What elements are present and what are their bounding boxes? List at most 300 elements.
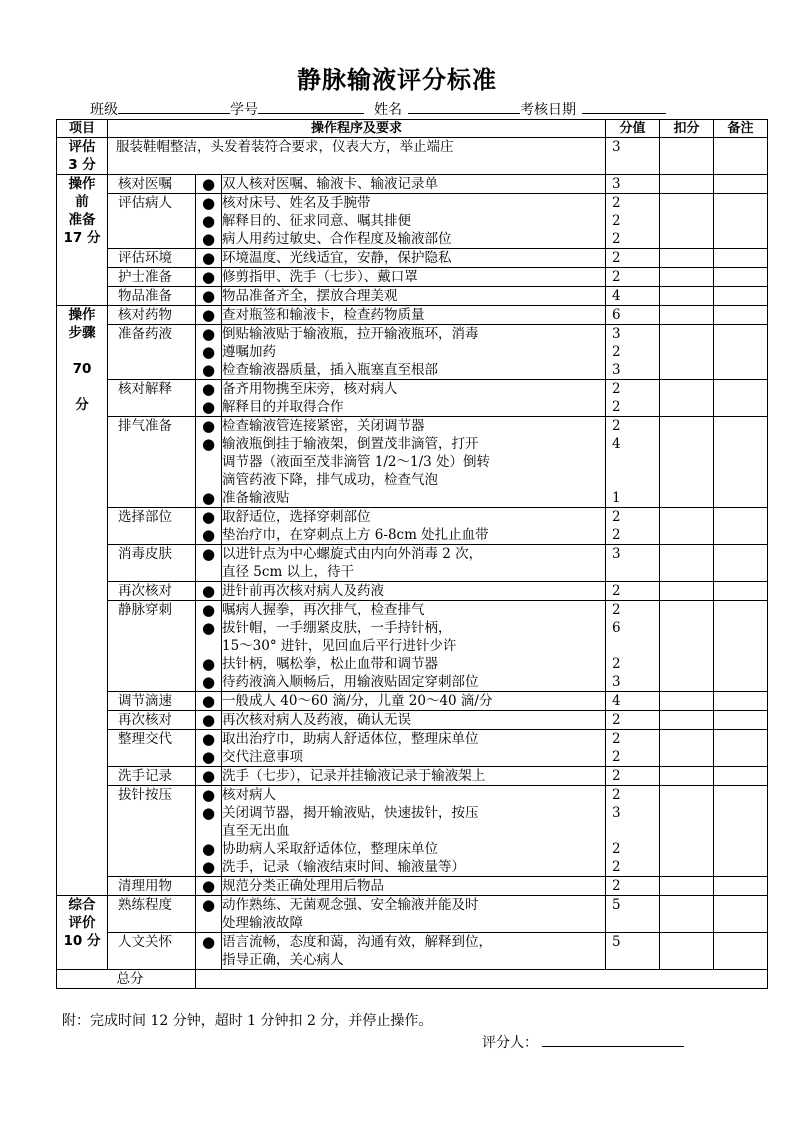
remark-cell[interactable] bbox=[714, 508, 768, 545]
requirement-item: 处理输液故障 bbox=[222, 915, 303, 931]
category-prep bbox=[57, 175, 108, 306]
score-value: 2 bbox=[612, 418, 621, 434]
bullet-spacer bbox=[196, 471, 221, 489]
sub-item-label: 核对解释 bbox=[108, 380, 196, 417]
score-value bbox=[612, 637, 659, 655]
deduct-cell[interactable] bbox=[660, 933, 714, 970]
requirement-item: 关闭调节器，揭开输液贴，快速拔针，按压 bbox=[222, 805, 479, 821]
score-cell bbox=[606, 380, 660, 417]
score-cell bbox=[606, 249, 660, 268]
remark-cell[interactable] bbox=[714, 249, 768, 268]
sub-item-label: 洗手记录 bbox=[108, 767, 196, 786]
bullet-cell bbox=[196, 268, 222, 287]
requirement-cell bbox=[222, 325, 606, 380]
sub-item-label: 清理用物 bbox=[108, 877, 196, 896]
score-value bbox=[612, 822, 659, 840]
bullet-icon: ● bbox=[201, 230, 216, 248]
score-value: 5 bbox=[612, 934, 621, 950]
requirement-cell bbox=[222, 933, 606, 970]
score-value: 2 bbox=[612, 841, 621, 857]
requirement-item: 拔针帽，一手绷紧皮肤，一手持针柄， bbox=[222, 620, 452, 636]
bullet-spacer bbox=[196, 453, 221, 471]
bullet-icon: ● bbox=[201, 489, 216, 507]
score-cell bbox=[606, 877, 660, 896]
exam-date-field[interactable] bbox=[582, 99, 666, 114]
score-cell bbox=[606, 786, 660, 877]
requirement-text: 服装鞋帽整洁，头发着装符合要求，仪表大方，举止端庄 bbox=[108, 138, 606, 175]
deduct-cell[interactable] bbox=[660, 268, 714, 287]
procedure-row bbox=[57, 194, 768, 249]
category-label: 准备 bbox=[68, 212, 96, 228]
requirement-item: 垫治疗巾，在穿刺点上方 6-8cm 处扎止血带 bbox=[222, 527, 489, 543]
remark-cell[interactable] bbox=[714, 175, 768, 194]
requirement-item: 遵嘱加药 bbox=[222, 344, 276, 360]
score-value bbox=[612, 951, 659, 969]
requirement-item: 直至无出血 bbox=[222, 823, 290, 839]
procedure-row bbox=[57, 877, 768, 896]
requirement-cell bbox=[222, 175, 606, 194]
procedure-row bbox=[57, 767, 768, 786]
category-overall bbox=[57, 896, 108, 970]
bullet-cell bbox=[196, 601, 222, 692]
score-value: 2 bbox=[612, 602, 621, 618]
bullet-icon: ● bbox=[201, 325, 216, 343]
score-value: 2 bbox=[612, 195, 621, 211]
total-row bbox=[57, 970, 768, 989]
bullet-icon: ● bbox=[201, 692, 216, 710]
page-title: 静脉输液评分标准 bbox=[297, 66, 497, 94]
requirement-item: 洗手，记录（输液结束时间、输液量等） bbox=[222, 859, 465, 875]
category-steps bbox=[57, 306, 108, 896]
deduct-cell[interactable] bbox=[660, 417, 714, 508]
requirement-cell bbox=[222, 786, 606, 877]
deduct-cell[interactable] bbox=[660, 508, 714, 545]
requirement-item: 调节器（液面至茂非滴管 1/2～1/3 处）倒转 bbox=[222, 454, 491, 470]
bullet-icon: ● bbox=[201, 526, 216, 544]
bullet-cell bbox=[196, 287, 222, 306]
bullet-icon: ● bbox=[201, 361, 216, 379]
requirement-item: 解释目的并取得合作 bbox=[222, 399, 344, 415]
deduct-cell[interactable] bbox=[660, 306, 714, 325]
bullet-icon: ● bbox=[201, 435, 216, 453]
procedure-row bbox=[57, 601, 768, 692]
bullet-icon: ● bbox=[201, 748, 216, 766]
total-value-cell[interactable] bbox=[196, 970, 768, 989]
requirement-cell bbox=[222, 194, 606, 249]
score-value bbox=[612, 453, 659, 471]
score-value: 1 bbox=[612, 490, 621, 506]
requirement-cell bbox=[222, 896, 606, 933]
category-label: 3 分 bbox=[68, 157, 96, 173]
score-cell bbox=[606, 601, 660, 692]
bullet-cell bbox=[196, 730, 222, 767]
requirement-item: 动作熟练、无菌观念强、安全输液并能及时 bbox=[222, 897, 479, 913]
score-value: 3 bbox=[612, 176, 621, 192]
bullet-icon: ● bbox=[201, 804, 216, 822]
bullet-icon: ● bbox=[201, 655, 216, 673]
requirement-item: 取舒适位，选择穿刺部位 bbox=[222, 509, 371, 525]
student-id-field[interactable] bbox=[258, 99, 364, 114]
requirement-item: 检查输液器质量，插入瓶塞直至根部 bbox=[222, 362, 438, 378]
deduct-cell[interactable] bbox=[660, 287, 714, 306]
sub-item-label: 评估环境 bbox=[108, 249, 196, 268]
category-label: 分 bbox=[75, 397, 89, 413]
bullet-cell bbox=[196, 545, 222, 582]
score-cell bbox=[606, 896, 660, 933]
remark-cell[interactable] bbox=[714, 933, 768, 970]
requirement-cell bbox=[222, 601, 606, 692]
bullet-cell bbox=[196, 194, 222, 249]
remark-cell[interactable] bbox=[714, 601, 768, 692]
remark-cell[interactable] bbox=[714, 545, 768, 582]
remark-cell[interactable] bbox=[714, 730, 768, 767]
category-label: 操作 bbox=[68, 307, 96, 323]
requirement-item: 扶针柄，嘱松拳，松止血带和调节器 bbox=[222, 656, 438, 672]
deduct-cell[interactable] bbox=[660, 138, 714, 175]
sub-item-label: 核对医嘱 bbox=[108, 175, 196, 194]
score-value: 2 bbox=[612, 712, 621, 728]
requirement-item: 指导正确，关心病人 bbox=[222, 952, 344, 968]
bullet-icon: ● bbox=[201, 619, 216, 637]
deduct-cell[interactable] bbox=[660, 767, 714, 786]
deduct-cell[interactable] bbox=[660, 711, 714, 730]
requirement-item: 待药液滴入顺畅后，用输液贴固定穿刺部位 bbox=[222, 674, 479, 690]
name-label: 姓名 bbox=[374, 102, 402, 118]
score-value bbox=[612, 914, 659, 932]
deduct-cell[interactable] bbox=[660, 601, 714, 692]
score-value bbox=[612, 471, 659, 489]
requirement-item: 查对瓶签和输液卡，检查药物质量 bbox=[222, 307, 425, 323]
bullet-cell bbox=[196, 711, 222, 730]
score-value: 3 bbox=[612, 362, 621, 378]
deduct-cell[interactable] bbox=[660, 786, 714, 877]
sub-item-label: 选择部位 bbox=[108, 508, 196, 545]
score-value: 2 bbox=[612, 527, 621, 543]
footnote: 附：完成时间 12 分钟，超时 1 分钟扣 2 分，并停止操作。 bbox=[62, 1013, 433, 1029]
score-cell bbox=[606, 287, 660, 306]
category-label: 综合 bbox=[68, 897, 96, 913]
procedure-row bbox=[57, 692, 768, 711]
deduct-cell[interactable] bbox=[660, 380, 714, 417]
score-value: 2 bbox=[612, 749, 621, 765]
bullet-cell bbox=[196, 380, 222, 417]
sub-item-label: 物品准备 bbox=[108, 287, 196, 306]
bullet-cell bbox=[196, 325, 222, 380]
sub-item-label: 再次核对 bbox=[108, 582, 196, 601]
grader-signature bbox=[482, 1032, 684, 1052]
bullet-icon: ● bbox=[201, 417, 216, 435]
requirement-item: 洗手（七步），记录并挂输液记录于输液架上 bbox=[222, 768, 486, 784]
procedure-row bbox=[57, 268, 768, 287]
deduct-cell[interactable] bbox=[660, 692, 714, 711]
scoring-table bbox=[56, 119, 768, 989]
bullet-icon: ● bbox=[201, 268, 216, 286]
info-line bbox=[90, 99, 666, 119]
bullet-icon: ● bbox=[201, 175, 216, 193]
bullet-icon: ● bbox=[201, 877, 216, 895]
sub-item-label: 准备药液 bbox=[108, 325, 196, 380]
bullet-icon: ● bbox=[201, 249, 216, 267]
requirement-item: 进针前再次核对病人及药液 bbox=[222, 583, 384, 599]
requirement-cell bbox=[222, 249, 606, 268]
requirement-item: 滴管药液下降，排气成功，检查气泡 bbox=[222, 472, 438, 488]
bullet-cell bbox=[196, 306, 222, 325]
score-value: 4 bbox=[612, 693, 621, 709]
bullet-cell bbox=[196, 417, 222, 508]
requirement-item: 环境温度、光线适宜，安静，保护隐私 bbox=[222, 250, 452, 266]
score-cell bbox=[606, 268, 660, 287]
score-cell bbox=[606, 175, 660, 194]
score-value: 2 bbox=[612, 768, 621, 784]
score-value: 3 bbox=[612, 805, 621, 821]
class-label: 班级 bbox=[90, 102, 118, 118]
category-label: 前 bbox=[75, 194, 89, 210]
procedure-row bbox=[57, 508, 768, 545]
bullet-cell bbox=[196, 582, 222, 601]
remark-cell[interactable] bbox=[714, 711, 768, 730]
sub-item-label: 消毒皮肤 bbox=[108, 545, 196, 582]
score-cell: 3 bbox=[606, 138, 660, 175]
category-label: 评价 bbox=[68, 915, 96, 931]
requirement-item: 15～30° 进针，见回血后平行进针少许 bbox=[222, 638, 457, 654]
score-cell bbox=[606, 508, 660, 545]
remark-cell[interactable] bbox=[714, 786, 768, 877]
score-cell bbox=[606, 582, 660, 601]
score-value: 3 bbox=[612, 546, 621, 562]
requirement-cell bbox=[222, 380, 606, 417]
procedure-row bbox=[57, 249, 768, 268]
sub-item-label: 人文关怀 bbox=[108, 933, 196, 970]
score-value: 2 bbox=[612, 250, 621, 266]
header-deduct: 扣分 bbox=[660, 120, 714, 138]
bullet-icon: ● bbox=[201, 582, 216, 600]
bullet-cell bbox=[196, 692, 222, 711]
score-value: 2 bbox=[612, 213, 621, 229]
score-value: 3 bbox=[612, 674, 621, 690]
score-cell bbox=[606, 692, 660, 711]
deduct-cell[interactable] bbox=[660, 325, 714, 380]
deduct-cell[interactable] bbox=[660, 730, 714, 767]
requirement-item: 再次核对病人及药液，确认无误 bbox=[222, 712, 411, 728]
requirement-cell bbox=[222, 692, 606, 711]
bullet-icon: ● bbox=[201, 508, 216, 526]
score-value: 4 bbox=[612, 288, 621, 304]
score-value: 2 bbox=[612, 231, 621, 247]
category-label: 评估 bbox=[68, 139, 96, 155]
deduct-cell[interactable] bbox=[660, 194, 714, 249]
requirement-item: 直径 5cm 以上，待干 bbox=[222, 564, 355, 580]
remark-cell[interactable] bbox=[714, 194, 768, 249]
header-remark: 备注 bbox=[714, 120, 768, 138]
bullet-icon: ● bbox=[201, 287, 216, 305]
procedure-row bbox=[57, 287, 768, 306]
requirement-item: 病人用药过敏史、合作程度及输液部位 bbox=[222, 231, 452, 247]
score-value: 2 bbox=[612, 787, 621, 803]
grader-field[interactable] bbox=[542, 1032, 684, 1047]
procedure-row bbox=[57, 380, 768, 417]
score-value: 3 bbox=[612, 326, 621, 342]
requirement-item: 倒贴输液贴于输液瓶，拉开输液瓶环，消毒 bbox=[222, 326, 479, 342]
score-cell bbox=[606, 194, 660, 249]
requirement-item: 嘱病人握拳，再次排气，检查排气 bbox=[222, 602, 425, 618]
bullet-icon: ● bbox=[201, 601, 216, 619]
bullet-spacer bbox=[196, 951, 221, 969]
requirement-cell bbox=[222, 767, 606, 786]
procedure-row bbox=[57, 896, 768, 933]
bullet-spacer bbox=[196, 914, 221, 932]
student-id-label: 学号 bbox=[230, 102, 258, 118]
bullet-cell bbox=[196, 933, 222, 970]
remark-cell[interactable] bbox=[714, 692, 768, 711]
requirement-cell bbox=[222, 268, 606, 287]
requirement-cell bbox=[222, 730, 606, 767]
requirement-item: 核对病人 bbox=[222, 787, 276, 803]
category-label: 17 分 bbox=[63, 230, 101, 246]
requirement-cell bbox=[222, 417, 606, 508]
bullet-icon: ● bbox=[201, 933, 216, 951]
bullet-icon: ● bbox=[201, 194, 216, 212]
category-label: 步骤 bbox=[68, 325, 96, 341]
bullet-icon: ● bbox=[201, 398, 216, 416]
bullet-spacer bbox=[196, 637, 221, 655]
requirement-cell bbox=[222, 287, 606, 306]
bullet-icon: ● bbox=[201, 380, 216, 398]
score-value: 2 bbox=[612, 731, 621, 747]
requirement-cell bbox=[222, 508, 606, 545]
remark-cell[interactable] bbox=[714, 325, 768, 380]
category-label: 10 分 bbox=[63, 933, 101, 949]
exam-date-label: 考核日期 bbox=[520, 102, 576, 118]
requirement-item: 一般成人 40～60 滴/分，儿童 20～40 滴/分 bbox=[222, 693, 493, 709]
requirement-cell bbox=[222, 582, 606, 601]
score-cell bbox=[606, 933, 660, 970]
category-label: 70 bbox=[72, 361, 92, 377]
score-cell bbox=[606, 711, 660, 730]
score-value: 2 bbox=[612, 399, 621, 415]
header-procedure: 操作程序及要求 bbox=[108, 120, 606, 138]
bullet-icon: ● bbox=[201, 545, 216, 563]
remark-cell[interactable] bbox=[714, 138, 768, 175]
remark-cell[interactable] bbox=[714, 287, 768, 306]
sub-item-label: 护士准备 bbox=[108, 268, 196, 287]
name-field[interactable] bbox=[408, 99, 520, 114]
bullet-icon: ● bbox=[201, 896, 216, 914]
bullet-spacer bbox=[196, 563, 221, 581]
bullet-icon: ● bbox=[201, 786, 216, 804]
bullet-cell bbox=[196, 786, 222, 877]
bullet-spacer bbox=[196, 822, 221, 840]
deduct-cell[interactable] bbox=[660, 545, 714, 582]
procedure-row bbox=[57, 933, 768, 970]
bullet-icon: ● bbox=[201, 840, 216, 858]
requirement-cell bbox=[222, 306, 606, 325]
sub-item-label: 排气准备 bbox=[108, 417, 196, 508]
deduct-cell[interactable] bbox=[660, 896, 714, 933]
score-cell bbox=[606, 730, 660, 767]
bullet-icon: ● bbox=[201, 306, 216, 324]
bullet-cell bbox=[196, 877, 222, 896]
bullet-icon: ● bbox=[201, 767, 216, 785]
header-item: 项目 bbox=[57, 120, 108, 138]
requirement-item: 准备输液贴 bbox=[222, 490, 290, 506]
procedure-row bbox=[57, 711, 768, 730]
bullet-cell bbox=[196, 249, 222, 268]
requirement-item: 交代注意事项 bbox=[222, 749, 303, 765]
sub-item-label: 调节滴速 bbox=[108, 692, 196, 711]
procedure-row bbox=[57, 306, 768, 325]
requirement-item: 输液瓶倒挂于输液架，倒置茂非滴管，打开 bbox=[222, 436, 479, 452]
requirement-item: 协助病人采取舒适体位，整理床单位 bbox=[222, 841, 438, 857]
remark-cell[interactable] bbox=[714, 767, 768, 786]
procedure-row bbox=[57, 175, 768, 194]
deduct-cell[interactable] bbox=[660, 877, 714, 896]
requirement-cell bbox=[222, 711, 606, 730]
bullet-icon: ● bbox=[201, 730, 216, 748]
procedure-row bbox=[57, 730, 768, 767]
category-label: 操作 bbox=[68, 176, 96, 192]
remark-cell[interactable] bbox=[714, 582, 768, 601]
bullet-cell bbox=[196, 767, 222, 786]
remark-cell[interactable] bbox=[714, 417, 768, 508]
requirement-item: 解释目的、征求同意、嘱其排便 bbox=[222, 213, 411, 229]
score-cell bbox=[606, 545, 660, 582]
bullet-icon: ● bbox=[201, 711, 216, 729]
grader-label: 评分人： bbox=[482, 1035, 538, 1051]
remark-cell[interactable] bbox=[714, 896, 768, 933]
bullet-icon: ● bbox=[201, 673, 216, 691]
sub-item-label: 整理交代 bbox=[108, 730, 196, 767]
score-value: 2 bbox=[612, 269, 621, 285]
header-score: 分值 bbox=[606, 120, 660, 138]
bullet-icon: ● bbox=[201, 343, 216, 361]
sub-item-label: 拔针按压 bbox=[108, 786, 196, 877]
score-value: 2 bbox=[612, 344, 621, 360]
score-value bbox=[612, 563, 659, 581]
score-cell bbox=[606, 767, 660, 786]
deduct-cell[interactable] bbox=[660, 582, 714, 601]
requirement-item: 核对床号、姓名及手腕带 bbox=[222, 195, 371, 211]
score-value: 2 bbox=[612, 381, 621, 397]
procedure-row bbox=[57, 325, 768, 380]
requirement-item: 备齐用物携至床旁，核对病人 bbox=[222, 381, 398, 397]
requirement-item: 物品准备齐全，摆放合理美观 bbox=[222, 288, 398, 304]
requirement-item: 检查输液管连接紧密，关闭调节器 bbox=[222, 418, 425, 434]
header-row bbox=[57, 120, 768, 138]
sub-item-label: 评估病人 bbox=[108, 194, 196, 249]
sub-item-label: 熟练程度 bbox=[108, 896, 196, 933]
sub-item-label: 静脉穿刺 bbox=[108, 601, 196, 692]
procedure-row bbox=[57, 582, 768, 601]
requirement-item: 取出治疗巾，助病人舒适体位，整理床单位 bbox=[222, 731, 479, 747]
sub-item-label: 再次核对 bbox=[108, 711, 196, 730]
requirement-item: 规范分类正确处理用后物品 bbox=[222, 878, 384, 894]
remark-cell[interactable] bbox=[714, 268, 768, 287]
remark-cell[interactable] bbox=[714, 877, 768, 896]
requirement-cell bbox=[222, 545, 606, 582]
deduct-cell[interactable] bbox=[660, 249, 714, 268]
sub-item-label: 核对药物 bbox=[108, 306, 196, 325]
score-value: 2 bbox=[612, 859, 621, 875]
remark-cell[interactable] bbox=[714, 380, 768, 417]
class-field[interactable] bbox=[118, 99, 230, 114]
assessment-row bbox=[57, 138, 768, 175]
score-cell bbox=[606, 417, 660, 508]
bullet-cell bbox=[196, 896, 222, 933]
deduct-cell[interactable] bbox=[660, 175, 714, 194]
score-value: 6 bbox=[612, 620, 621, 636]
procedure-row bbox=[57, 545, 768, 582]
remark-cell[interactable] bbox=[714, 306, 768, 325]
